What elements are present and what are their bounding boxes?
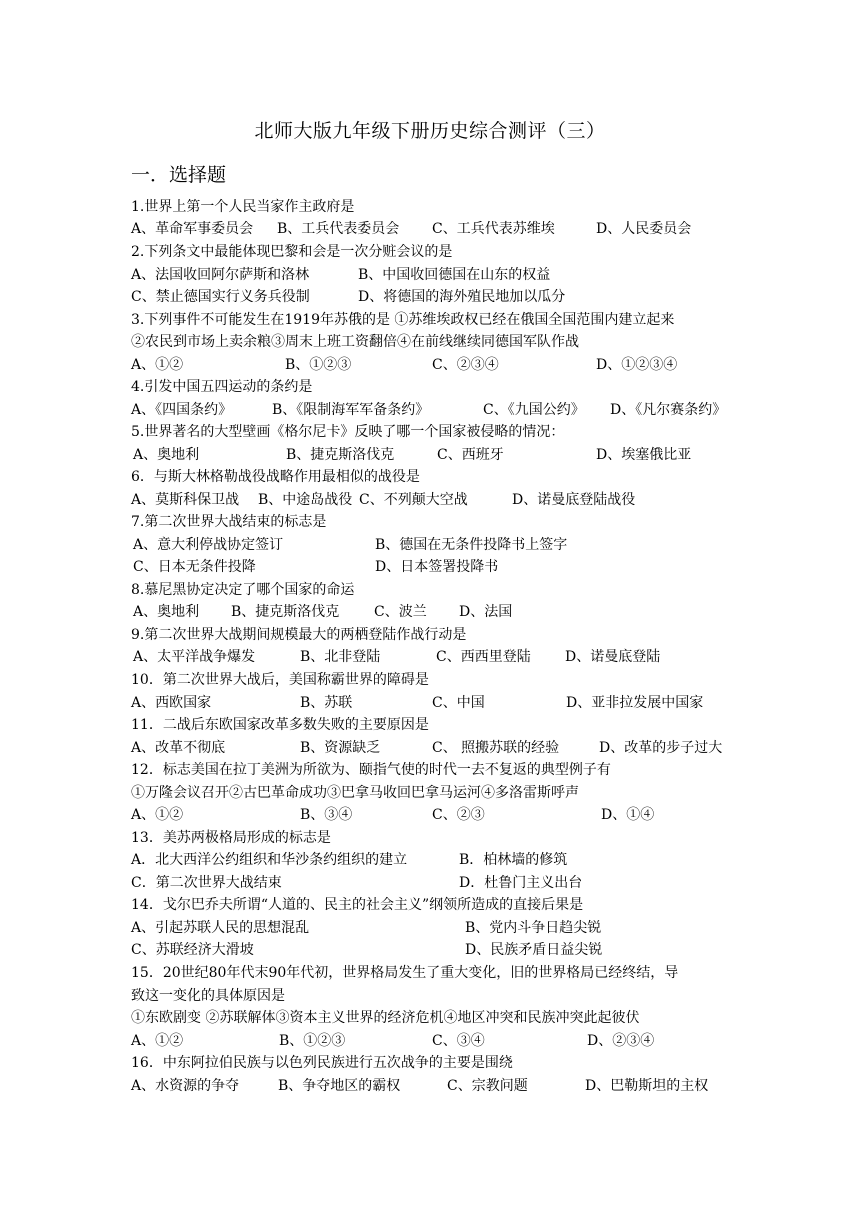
q10-option-d: D、亚非拉发展中国家 (566, 695, 704, 711)
q13-option-c: C．第二次世界大战结束 (131, 875, 282, 891)
q7-option-d: D、日本签署投降书 (375, 559, 499, 575)
q15-option-c: C、③④ (432, 1033, 485, 1049)
q10-option-a: A、西欧国家 (131, 695, 212, 711)
q14-option-b: B、党内斗争日趋尖锐 (465, 920, 602, 936)
q4-option-b: B、《限制海军军备条约》 (272, 402, 430, 418)
q15-option-d: D、②③④ (587, 1033, 655, 1049)
q5-option-d: D、埃塞俄比亚 (596, 447, 692, 463)
question-2-stem: 2.下列条文中最能体现巴黎和会是一次分赃会议的是 (131, 244, 453, 260)
q11-option-c: C、 照搬苏联的经验 (432, 740, 560, 756)
question-8-stem: 8.慕尼黑协定决定了哪个国家的命运 (131, 582, 355, 598)
q2-option-d: D、将德国的海外殖民地加以瓜分 (358, 289, 566, 305)
q13-option-a: A．北大西洋公约组织和华沙条约组织的建立 (131, 852, 408, 868)
q4-option-c: C、《九国公约》 (483, 402, 585, 418)
q10-option-c: C、中国 (432, 695, 485, 711)
q8-option-d: D、法国 (459, 604, 513, 620)
q6-option-c: C、不列颠大空战 (359, 492, 468, 508)
q16-option-c: C、宗教问题 (447, 1078, 528, 1094)
q15-option-a: A、①② (131, 1033, 184, 1049)
question-13-stem: 13．美苏两极格局形成的标志是 (131, 830, 331, 846)
q16-option-d: D、巴勒斯坦的主权 (585, 1078, 709, 1094)
q16-option-b: B、争夺地区的霸权 (278, 1078, 401, 1094)
q9-option-b: B、北非登陆 (300, 649, 381, 665)
q12-option-a: A、①② (131, 807, 184, 823)
q1-option-b: B、工兵代表委员会 (277, 221, 400, 237)
question-9-stem: 9.第二次世界大战期间规模最大的两栖登陆作战行动是 (131, 627, 467, 643)
question-15-stem: 15．20世纪80年代末90年代初，世界格局发生了重大变化，旧的世界格局已经终结，导 (131, 965, 679, 981)
q6-option-a: A、莫斯科保卫战 (131, 492, 240, 508)
q9-option-a: A、太平洋战争爆发 (133, 649, 256, 665)
question-6-stem: 6．与斯大林格勒战役战略作用最相似的战役是 (131, 469, 420, 485)
question-4-stem: 4.引发中国五四运动的条约是 (131, 379, 313, 395)
q9-option-c: C、西西里登陆 (436, 649, 531, 665)
q5-option-b: B、捷克斯洛伐克 (286, 447, 395, 463)
q5-option-a: A、奥地利 (133, 447, 200, 463)
q13-option-b: B．柏林墙的修筑 (459, 852, 568, 868)
q9-option-d: D、诺曼底登陆 (565, 649, 661, 665)
q7-option-c: C、日本无条件投降 (133, 559, 256, 575)
question-15-stem-cont: 致这一变化的具体原因是 (131, 988, 285, 1004)
q14-option-c: C、苏联经济大滑坡 (131, 942, 254, 958)
question-1-stem: 1.世界上第一个人民当家作主政府是 (131, 199, 355, 215)
q2-option-a: A、法国收回阿尔萨斯和洛林 (131, 267, 310, 283)
question-3-stem-cont: ②农民到市场上卖余粮③周末上班工资翻倍④在前线继续同德国军队作战 (131, 334, 579, 350)
q2-option-b: B、中国收回德国在山东的权益 (358, 267, 551, 283)
q13-option-d: D．杜鲁门主义出台 (459, 875, 583, 891)
q8-option-a: A、奥地利 (133, 604, 200, 620)
question-14-stem: 14．戈尔巴乔夫所谓“人道的、民主的社会主义”纲领所造成的直接后果是 (131, 897, 584, 913)
q2-option-c: C、禁止德国实行义务兵役制 (131, 289, 310, 305)
q1-option-d: D、人民委员会 (596, 221, 692, 237)
question-16-stem: 16．中东阿拉伯民族与以色列民族进行五次战争的主要是围绕 (131, 1055, 513, 1071)
question-12-stem-cont: ①万隆会议召开②古巴革命成功③巴拿马收回巴拿马运河④多洛雷斯呼声 (131, 785, 579, 801)
q1-option-a: A、革命军事委员会 (131, 221, 254, 237)
q11-option-a: A、改革不彻底 (131, 740, 226, 756)
q12-option-c: C、②③ (432, 807, 485, 823)
question-12-stem: 12．标志美国在拉丁美洲为所欲为、颐指气使的时代一去不复返的典型例子有 (131, 762, 611, 778)
question-10-stem: 10．第二次世界大战后，美国称霸世界的障碍是 (131, 672, 429, 688)
q3-option-c: C、②③④ (432, 357, 499, 373)
q4-option-a: A、《四国条约》 (131, 402, 233, 418)
document-title: 北师大版九年级下册历史综合测评（三） (254, 120, 606, 142)
question-5-stem: 5.世界著名的大型壁画《格尔尼卡》反映了哪一个国家被侵略的情况： (131, 424, 565, 440)
q11-option-b: B、资源缺乏 (300, 740, 381, 756)
q1-option-c: C、工兵代表苏维埃 (432, 221, 555, 237)
q6-option-d: D、诺曼底登陆战役 (512, 492, 636, 508)
q7-option-b: B、德国在无条件投降书上签字 (375, 537, 568, 553)
question-7-stem: 7.第二次世界大战结束的标志是 (131, 514, 327, 530)
question-15-stem-items: ①东欧剧变 ②苏联解体③资本主义世界的经济危机④地区冲突和民族冲突此起彼伏 (131, 1010, 640, 1026)
q11-option-d: D、改革的步子过大 (599, 740, 723, 756)
section-heading: 一．选择题 (131, 164, 227, 186)
q6-option-b: B、中途岛战役 (258, 492, 353, 508)
q3-option-a: A、①② (131, 357, 184, 373)
q15-option-b: B、①②③ (279, 1033, 346, 1049)
q14-option-a: A、引起苏联人民的思想混乱 (131, 920, 310, 936)
q14-option-d: D、民族矛盾日益尖锐 (465, 942, 603, 958)
q12-option-b: B、③④ (300, 807, 353, 823)
q5-option-c: C、西班牙 (437, 447, 504, 463)
q8-option-b: B、捷克斯洛伐克 (231, 604, 340, 620)
q8-option-c: C、波兰 (374, 604, 427, 620)
q3-option-b: B、①②③ (285, 357, 352, 373)
q7-option-a: A、意大利停战协定签订 (133, 537, 284, 553)
q3-option-d: D、①②③④ (596, 357, 678, 373)
q16-option-a: A、水资源的争夺 (131, 1078, 240, 1094)
q10-option-b: B、苏联 (300, 695, 353, 711)
q4-option-d: D、《凡尔赛条约》 (610, 402, 727, 418)
q12-option-d: D、①④ (601, 807, 655, 823)
question-11-stem: 11．二战后东欧国家改革多数失败的主要原因是 (131, 717, 429, 733)
question-3-stem: 3.下列事件不可能发生在1919年苏俄的是 ①苏维埃政权已经在俄国全国范围内建立起来 (131, 312, 675, 328)
